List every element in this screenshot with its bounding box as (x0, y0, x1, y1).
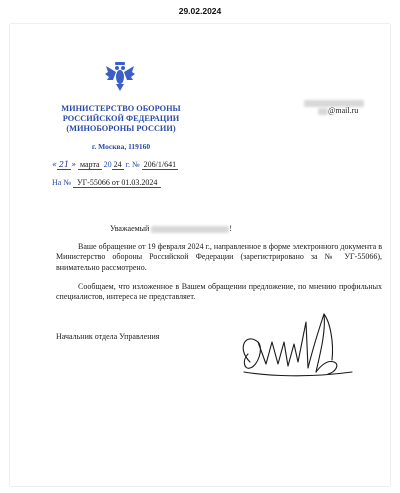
signer-title: Начальник отдела Управления (56, 332, 160, 341)
double-headed-eagle-emblem-icon (104, 60, 136, 94)
city-address: г. Москва, 119160 (91, 142, 151, 151)
reg-day-close: » (71, 160, 76, 169)
handwritten-signature (228, 302, 368, 392)
body-paragraph: Сообщаем, что изложенное в Вашем обращении предложение, по мнению профильных специалистов, интереса не представляет. (56, 282, 382, 302)
reg-year: 24 (113, 160, 122, 169)
reg-month: марта (80, 160, 100, 169)
greeting-end: ! (229, 224, 233, 233)
greeting (110, 224, 232, 233)
reg-year-prefix: 20 (103, 160, 112, 169)
email-domain: @mail.ru (328, 106, 359, 115)
reg-day-open: « (52, 160, 57, 169)
redacted-addressee-name (151, 226, 229, 233)
ref-value: УГ-55066 от 01.03.2024 (73, 178, 161, 188)
reg-number: 206/1/641 (143, 160, 177, 169)
greeting-start: Уважаемый (110, 224, 150, 233)
ministry-line: РОССИЙСКОЙ ФЕДЕРАЦИИ (62, 114, 180, 123)
reference-line (52, 178, 161, 187)
reg-number-label: г. № (125, 160, 140, 169)
addressee-email (318, 106, 358, 115)
screenshot-date: 29.02.2024 (178, 6, 222, 16)
ministry-line: МИНИСТЕРСТВО ОБОРОНЫ (61, 104, 181, 113)
ministry-line: (МИНОБОРОНЫ РОССИИ) (66, 124, 176, 133)
reg-day: 21 (58, 160, 70, 169)
ref-label: На № (52, 178, 71, 187)
registration-line (52, 160, 178, 169)
redacted-email-user (318, 108, 328, 115)
ministry-name (56, 104, 186, 134)
body-paragraph: Ваше обращение от 19 февраля 2024 г., направленное в форме электронного документа в Министерство обороны Российской Федерации (зарегистрировано за № УГ-55066), внимательно рассмотрено. (56, 242, 382, 272)
